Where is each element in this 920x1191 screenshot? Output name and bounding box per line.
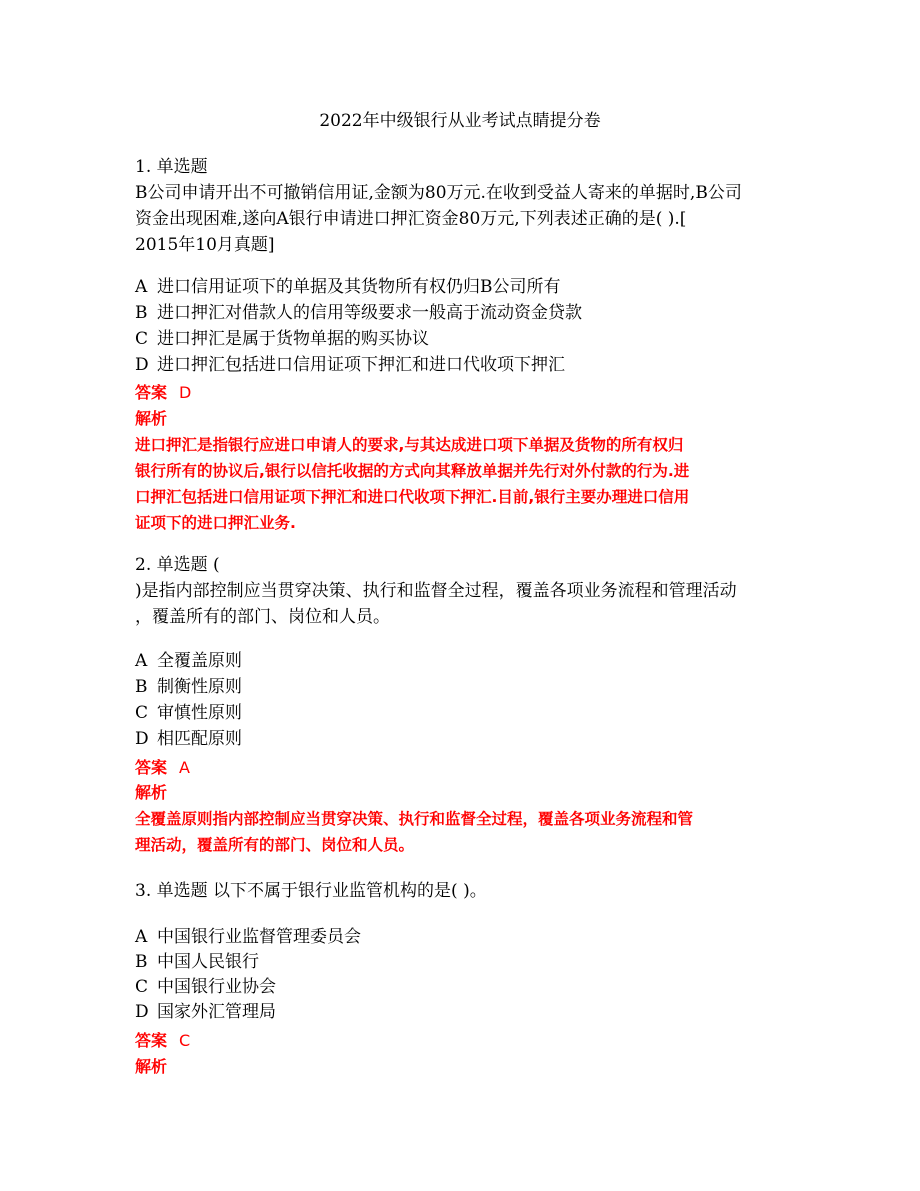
option-text: 中国人民银行 <box>157 952 259 972</box>
q2-stem-line-2: ，覆盖所有的部门、岗位和人员。 <box>135 607 390 627</box>
option-text: 进口押汇是属于货物单据的购买协议 <box>157 329 429 349</box>
q3-answer <box>135 1028 190 1054</box>
q2-analysis-label: 解析 <box>135 783 168 802</box>
answer-label: 答案 <box>135 383 168 402</box>
option-text: 中国银行业协会 <box>157 977 276 997</box>
q3-analysis-label: 解析 <box>135 1057 168 1076</box>
q1-stem-line-2: 资金出现困难,遂向A银行申请进口押汇资金80万元,下列表述正确的是( ).[ <box>135 209 687 229</box>
q1-analysis-line-4: 证项下的进口押汇业务. <box>135 514 296 532</box>
q3-option-c <box>135 974 276 1000</box>
q2-option-d <box>135 726 242 752</box>
option-letter: C <box>135 703 149 723</box>
option-letter: D <box>135 355 149 375</box>
option-letter: C <box>135 329 149 349</box>
option-letter: A <box>135 651 148 671</box>
option-text: 全覆盖原则 <box>157 651 242 671</box>
q2-answer <box>135 755 190 781</box>
q1-analysis-line-1: 进口押汇是指银行应进口申请人的要求,与其达成进口项下单据及货物的所有权归 <box>135 436 684 454</box>
option-text: 相匹配原则 <box>157 729 242 749</box>
q3-option-a <box>135 924 361 950</box>
option-letter: B <box>135 952 148 972</box>
q1-answer <box>135 380 191 406</box>
q1-stem-line-3: 2015年10月真题] <box>135 235 275 255</box>
option-letter: A <box>135 927 148 947</box>
document-title: 2022年中级银行从业考试点睛提分卷 <box>319 111 601 131</box>
q1-analysis-line-2: 银行所有的协议后,银行以信托收据的方式向其释放单据并先行对外付款的行为.进 <box>135 462 690 480</box>
q3-header: 3. 单选题 以下不属于银行业监管机构的是( )。 <box>135 881 487 901</box>
q2-option-a <box>135 648 242 674</box>
q1-option-c <box>135 326 429 352</box>
option-text: 进口押汇包括进口信用证项下押汇和进口代收项下押汇 <box>157 355 565 375</box>
option-text: 中国银行业监督管理委员会 <box>157 927 361 947</box>
option-text: 制衡性原则 <box>157 677 242 697</box>
q1-option-d <box>135 352 565 378</box>
q1-header: 1. 单选题 <box>135 157 208 177</box>
option-letter: D <box>135 729 149 749</box>
q2-stem-line-1: )是指内部控制应当贯穿决策、执行和监督全过程，覆盖各项业务流程和管理活动 <box>135 581 737 601</box>
q3-option-b <box>135 949 259 975</box>
answer-value: A <box>179 758 190 777</box>
q2-option-b <box>135 674 242 700</box>
answer-label: 答案 <box>135 1031 168 1050</box>
q3-option-d <box>135 999 276 1025</box>
q1-analysis-line-3: 口押汇包括进口信用证项下押汇和进口代收项下押汇.目前,银行主要办理进口信用 <box>135 488 690 506</box>
option-letter: C <box>135 977 149 997</box>
q1-option-a <box>135 274 561 300</box>
option-letter: D <box>135 1002 149 1022</box>
q2-option-c <box>135 700 242 726</box>
q2-header: 2. 单选题 ( <box>135 555 220 575</box>
q2-analysis-line-2: 理活动，覆盖所有的部门、岗位和人员。 <box>135 836 415 854</box>
option-letter: A <box>135 277 148 297</box>
option-letter: B <box>135 303 148 323</box>
option-text: 审慎性原则 <box>157 703 242 723</box>
option-text: 国家外汇管理局 <box>157 1002 276 1022</box>
answer-label: 答案 <box>135 758 168 777</box>
q1-option-b <box>135 300 582 326</box>
option-text: 进口信用证项下的单据及其货物所有权仍归B公司所有 <box>157 277 561 297</box>
q2-analysis-line-1: 全覆盖原则指内部控制应当贯穿决策、执行和监督全过程，覆盖各项业务流程和管 <box>135 810 694 828</box>
option-text: 进口押汇对借款人的信用等级要求一般高于流动资金贷款 <box>157 303 582 323</box>
option-letter: B <box>135 677 148 697</box>
answer-value: C <box>179 1031 191 1050</box>
q1-analysis-label: 解析 <box>135 409 168 428</box>
answer-value: D <box>179 383 192 402</box>
q1-stem-line-1: B公司申请开出不可撤销信用证,金额为80万元.在收到受益人寄来的单据时,B公司 <box>135 183 742 203</box>
